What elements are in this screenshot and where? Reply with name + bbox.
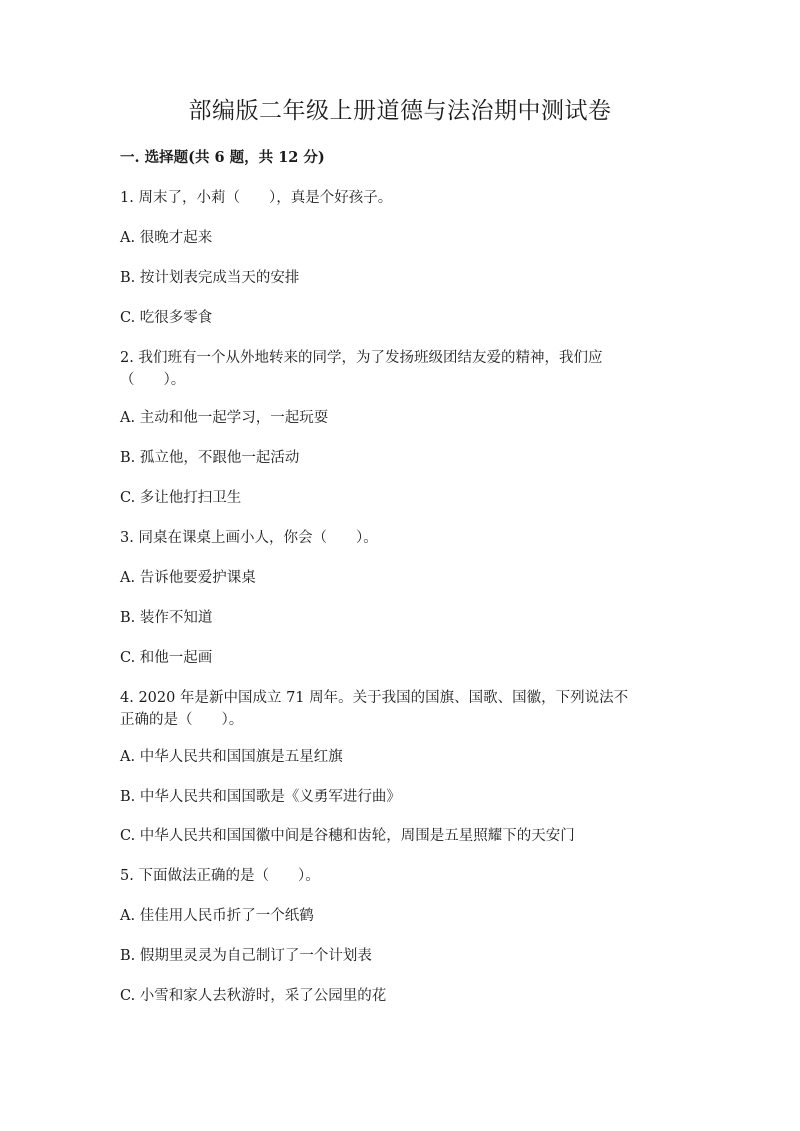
section-heading: 一. 选择题(共 6 题，共 12 分) <box>120 149 325 166</box>
question-5-option-b: B. 假期里灵灵为自己制订了一个计划表 <box>120 948 372 964</box>
question-5-stem: 5. 下面做法正确的是（ ）。 <box>120 868 320 884</box>
question-2-stem: 2. 我们班有一个从外地转来的同学，为了发扬班级团结友爱的精神，我们应 <box>120 350 603 366</box>
question-1-option-c: C. 吃很多零食 <box>120 310 213 326</box>
question-2-option-b: B. 孤立他，不跟他一起活动 <box>120 450 300 466</box>
question-4-stem-cont: 正确的是（ ）。 <box>120 712 244 728</box>
question-2-option-c: C. 多让他打扫卫生 <box>120 490 242 506</box>
question-3-option-c: C. 和他一起画 <box>120 650 213 666</box>
question-2-stem-cont: （ ）。 <box>120 372 186 388</box>
question-1-stem: 1. 周末了，小莉（ ），真是个好孩子。 <box>120 190 393 206</box>
question-5-option-c: C. 小雪和家人去秋游时，采了公园里的花 <box>120 988 387 1004</box>
question-4-stem: 4. 2020 年是新中国成立 71 周年。关于我国的国旗、国歌、国徽，下列说法不 <box>120 690 629 706</box>
page-title: 部编版二年级上册道德与法治期中测试卷 <box>188 98 612 124</box>
question-1-option-a: A. 很晚才起来 <box>120 230 213 246</box>
question-3-option-a: A. 告诉他要爱护课桌 <box>120 570 256 586</box>
question-4-option-b: B. 中华人民共和国国歌是《义勇军进行曲》 <box>120 789 401 805</box>
question-3-option-b: B. 装作不知道 <box>120 610 213 626</box>
question-4-option-c: C. 中华人民共和国国徽中间是谷穗和齿轮，周围是五星照耀下的天安门 <box>120 828 575 844</box>
question-3-stem: 3. 同桌在课桌上画小人，你会（ ）。 <box>120 530 378 546</box>
question-4-option-a: A. 中华人民共和国国旗是五星红旗 <box>120 749 343 765</box>
question-1-option-b: B. 按计划表完成当天的安排 <box>120 270 300 286</box>
question-2-option-a: A. 主动和他一起学习，一起玩耍 <box>120 410 329 426</box>
question-5-option-a: A. 佳佳用人民币折了一个纸鹤 <box>120 908 314 924</box>
